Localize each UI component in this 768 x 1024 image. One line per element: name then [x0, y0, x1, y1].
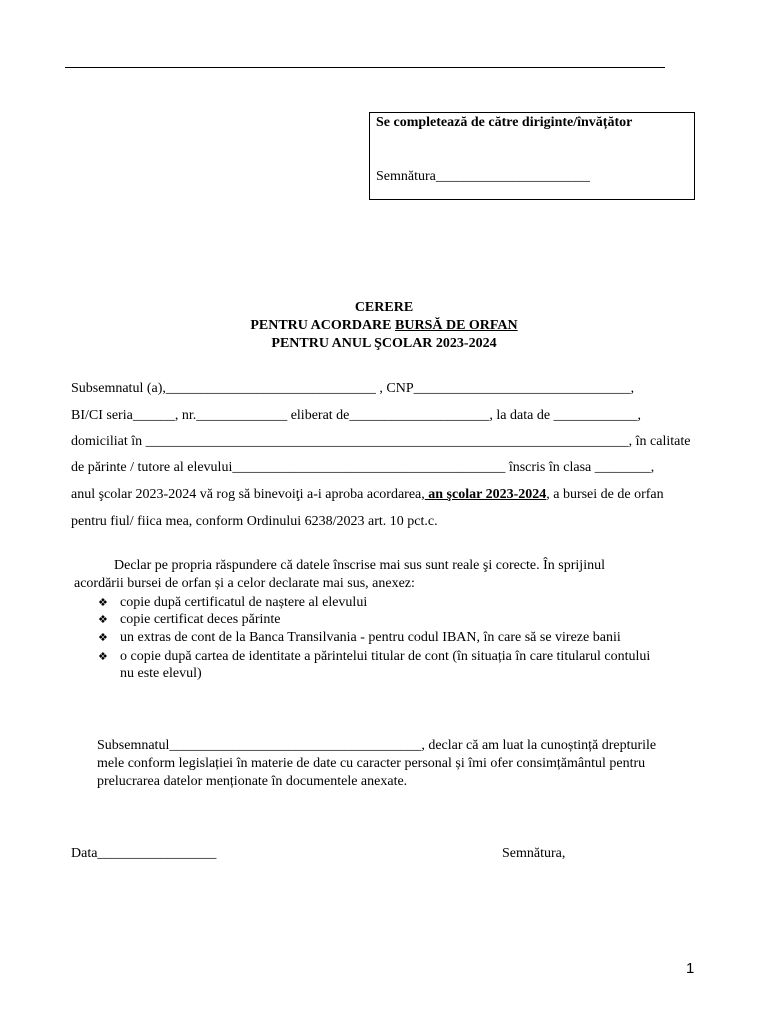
annex-item-continuation: nu este elevul)	[120, 666, 202, 681]
consent-line-2: mele conform legislației în materie de date cu caracter personal și îmi ofer consimțământul pentru	[97, 756, 646, 771]
document-title: CERERE	[354, 300, 414, 315]
document-subtitle	[0, 318, 768, 334]
top-rule	[65, 67, 665, 68]
diamond-bullet-icon: ❖	[98, 650, 108, 663]
annex-item: ❖ copie după certificatul de naștere al elevului	[98, 595, 368, 610]
declaration-line-1: Declar pe propria răspundere că datele înscrise mai sus sunt reale şi corecte. În sprijinul	[114, 558, 605, 573]
consent-line-3: prelucrarea datelor menționate în documentele anexate.	[97, 774, 408, 789]
diamond-bullet-icon: ❖	[98, 631, 108, 644]
teacher-box	[369, 112, 695, 200]
request-school-year: an şcolar 2023-2024	[424, 487, 547, 502]
diamond-bullet-icon: ❖	[98, 613, 108, 626]
school-year-title: PENTRU ANUL ŞCOLAR 2023-2024	[271, 336, 497, 351]
form-line-student: de părinte / tutore al elevului_______________________________________ înscris în clasa ________,	[71, 460, 655, 475]
consent-line-1: Subsemnatul____________________________________, declar că am luat la cunoștință drepturile	[97, 738, 657, 753]
diamond-bullet-icon: ❖	[98, 596, 108, 609]
request-text: anul şcolar 2023-2024 vă rog să binevoiţi a-i aproba acordarea,	[71, 487, 425, 502]
scholarship-type: BURSĂ DE ORFAN	[395, 318, 518, 333]
teacher-box-title: Se completează de către diriginte/învățător	[376, 115, 633, 130]
subtitle-prefix: PENTRU ACORDARE	[250, 318, 396, 333]
signature-label: Semnătura,	[502, 846, 566, 861]
request-text-end: , a bursei de de orfan	[546, 487, 664, 502]
form-line-order: pentru fiul/ fiica mea, conform Ordinului 6238/2023 art. 10 pct.c.	[71, 514, 438, 529]
declaration-line-2: acordării bursei de orfan și a celor declarate mai sus, anexez:	[74, 576, 415, 591]
date-field: Data_________________	[71, 846, 217, 861]
annex-item: ❖ copie certificat deces părinte	[98, 612, 281, 627]
form-line-request	[71, 487, 664, 503]
annex-item: ❖ un extras de cont de la Banca Transilvania - pentru codul IBAN, în care să se vireze banii	[98, 630, 621, 645]
annex-item: ❖ o copie după cartea de identitate a părintelui titular de cont (în situația în care titularul contului	[98, 649, 651, 664]
form-line-name-cnp: Subsemnatul (a),______________________________ , CNP_______________________________,	[71, 381, 635, 396]
form-line-address: domiciliat în _____________________________________________________________________, în calitate	[71, 434, 691, 449]
teacher-signature-field: Semnătura______________________	[376, 169, 590, 184]
page-number: 1	[686, 960, 695, 977]
form-line-id: BI/CI seria______, nr._____________ eliberat de____________________, la data de ____________,	[71, 408, 642, 423]
